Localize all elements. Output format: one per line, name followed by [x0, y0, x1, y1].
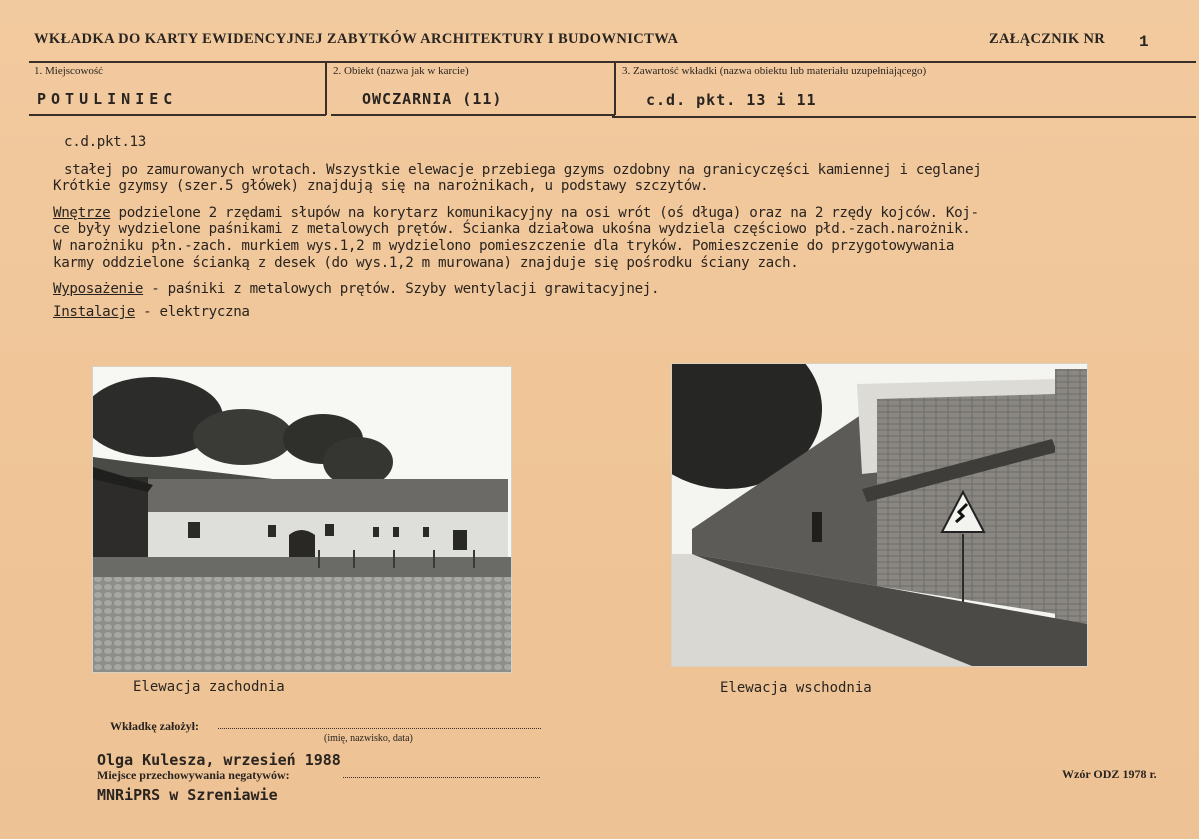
interior-heading: Wnętrze — [53, 205, 111, 221]
field-3-label: 3. Zawartość wkładki (nazwa obiektu lub materiału uzupełniającego) — [622, 65, 927, 77]
installations-text: - elektryczna — [134, 304, 250, 320]
field-underline — [29, 114, 326, 116]
field-1-label: 1. Miejscowość — [34, 65, 104, 77]
body-line: W narożniku płn.-zach. murkiem wys.1,2 m wydzielono pomieszczenie dla tryków. Pomieszczenie do przygotowywania — [53, 238, 955, 254]
negatives-line — [343, 777, 540, 778]
created-by-line — [218, 728, 541, 729]
header-rule — [29, 61, 1196, 63]
field-2-value: OWCZARNIA (11) — [362, 90, 503, 108]
field-1-value: POTULINIEC — [37, 90, 178, 108]
body-line: karmy oddzielone ścianką z desek (do wys.1,2 m murowana) znajduje się pośrodku ściany zach. — [53, 255, 799, 271]
equipment-heading: Wyposażenie — [53, 281, 144, 297]
field-divider — [325, 62, 327, 115]
photo-east-elevation — [672, 364, 1087, 666]
caption-west: Elewacja zachodnia — [133, 679, 285, 695]
field-3-value: c.d. pkt. 13 i 11 — [646, 91, 817, 109]
continuation-ref: c.d.pkt.13 — [64, 134, 146, 150]
author-signature: Olga Kulesza, wrzesień 1988 — [97, 751, 341, 769]
interior-paragraph — [53, 205, 979, 221]
field-2-label: 2. Obiekt (nazwa jak w karcie) — [333, 65, 469, 77]
installations-paragraph — [53, 304, 250, 320]
negatives-location: MNRiPRS w Szreniawie — [97, 786, 278, 804]
template-reference: Wzór ODZ 1978 r. — [1062, 767, 1157, 781]
document-title: WKŁADKA DO KARTY EWIDENCYJNEJ ZABYTKÓW ARCHITEKTURY I BUDOWNICTWA — [34, 31, 679, 47]
photo-west-elevation — [93, 367, 511, 672]
created-by-hint: (imię, nazwisko, data) — [324, 733, 413, 744]
body-line: podzielone 2 rzędami słupów na korytarz komunikacyjny na osi wrót (oś długa) oraz na 2 rzędy kojców. Koj- — [110, 205, 979, 221]
equipment-text: - paśniki z metalowych prętów. Szyby wentylacji grawitacyjnej. — [143, 281, 660, 297]
installations-heading: Instalacje — [53, 304, 135, 320]
annex-label: ZAŁĄCZNIK NR — [989, 31, 1105, 47]
field-underline — [612, 116, 1196, 118]
equipment-paragraph — [53, 281, 659, 297]
body-line: ce były wydzielone paśnikami z metalowych prętów. Ścianka działowa ukośna wydziela częściowo płd.-zach.narożnik. — [53, 221, 971, 237]
field-underline — [331, 114, 615, 116]
field-divider — [614, 62, 616, 115]
caption-east: Elewacja wschodnia — [720, 680, 872, 696]
body-line: stałej po zamurowanych wrotach. Wszystkie elewacje przebiega gzyms ozdobny na granicyczęści kamiennej i ceglanej — [64, 162, 982, 178]
negatives-label: Miejsce przechowywania negatywów: — [97, 768, 290, 782]
body-line: Krótkie gzymsy (szer.5 główek) znajdują się na narożnikach, u podstawy szczytów. — [53, 178, 709, 194]
annex-number: 1 — [1139, 33, 1149, 51]
created-by-label: Wkładkę założył: — [110, 719, 199, 733]
